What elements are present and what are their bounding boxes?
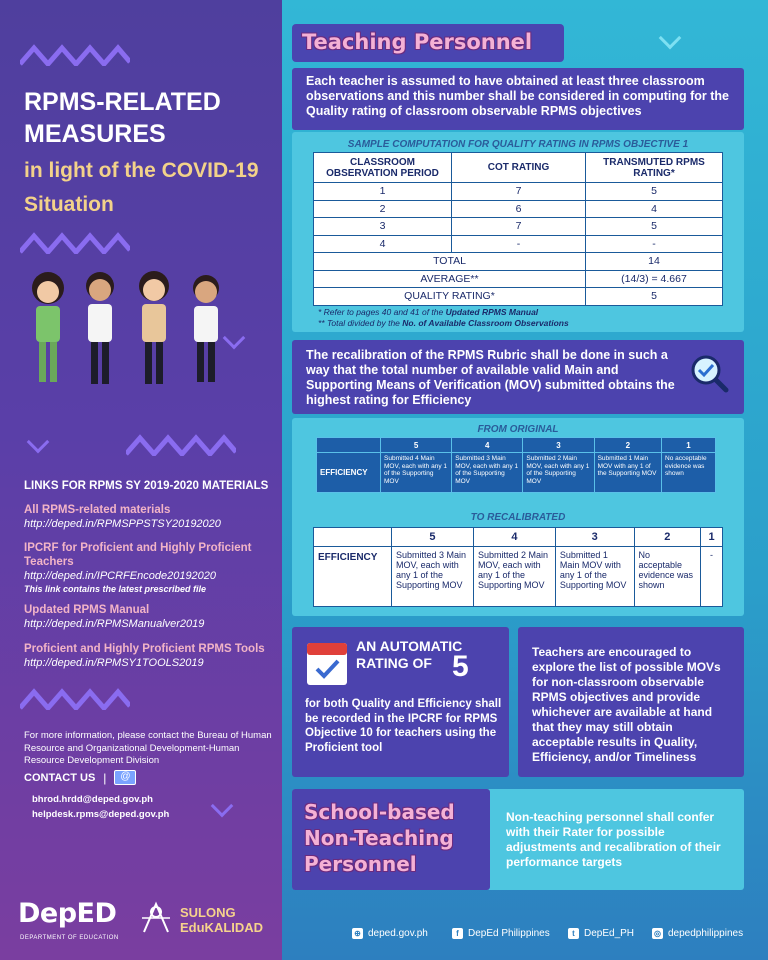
- rubric-header: 1: [701, 528, 723, 547]
- instagram-icon: ◎: [652, 928, 663, 939]
- link-label: Proficient and Highly Proficient RPMS Tools: [24, 643, 265, 655]
- rubric-cell: No acceptable evidence was shown: [662, 453, 716, 493]
- link-url[interactable]: http://deped.in/RPMSPPSTSY20192020: [24, 518, 221, 530]
- header-transmuted: TRANSMUTED RPMS RATING*: [586, 153, 723, 183]
- recalibrated-rubric-table: [313, 527, 723, 607]
- rubric-header: 3: [555, 528, 634, 547]
- footnote-bold: No. of Available Classroom Observations: [402, 318, 569, 328]
- table-row: [317, 453, 716, 493]
- footnote-bold: Updated RPMS Manual: [445, 307, 539, 317]
- email-link[interactable]: bhrod.hrdd@deped.gov.ph: [32, 794, 153, 805]
- nonteaching-title-2: Non-Teaching: [304, 826, 454, 850]
- total-value: 14: [586, 253, 723, 271]
- intro-text: Each teacher is assumed to have obtained at least three classroom observations and this number shall be considered in computing for the Quality rating of classroom observable RPMS objectives: [306, 74, 729, 118]
- page-subtitle: in light of the COVID-19 Situation: [24, 159, 259, 216]
- chevron-down-icon: [27, 431, 50, 454]
- magnifier-check-icon: [688, 352, 730, 394]
- footnote-1: [318, 307, 538, 317]
- rubric-cell: Submitted 3 Main MOV, each with any 1 of the Supporting MOV: [452, 453, 523, 493]
- nonteaching-heading: [292, 789, 490, 887]
- recalibration-panel: [292, 340, 744, 414]
- sulong-logo: [180, 905, 263, 935]
- sulong-logo-line1: SULONG: [180, 905, 236, 920]
- email-icon: @: [114, 770, 136, 785]
- social-twitter[interactable]: [568, 928, 634, 939]
- deped-logo: DepED: [18, 898, 117, 929]
- automatic-body: for both Quality and Efficiency shall be recorded in the IPCRF for RPMS Objective 10 for teachers using the Proficient tool: [305, 698, 502, 754]
- automatic-line1: AN AUTOMATIC: [356, 638, 463, 654]
- nonteaching-text: Non-teaching personnel shall confer with their Rater for possible adjustments and recalibration of their performance targets: [506, 810, 721, 869]
- table-row: [314, 183, 723, 201]
- contact-info: For more information, please contact the Bureau of Human Resource and Organizational Development-Human Resource Development Division: [24, 730, 272, 766]
- average-value: (14/3) = 4.667: [586, 270, 723, 288]
- chevron-down-icon: [659, 27, 682, 50]
- table-row: [314, 218, 723, 236]
- left-column: [0, 0, 282, 960]
- average-row: [314, 270, 723, 288]
- links-heading: LINKS FOR RPMS SY 2019-2020 MATERIALS: [24, 480, 269, 492]
- link-ipcrf[interactable]: [24, 541, 274, 595]
- contact-row: [24, 770, 136, 785]
- nonteaching-title-box: [292, 789, 490, 890]
- link-label: Updated RPMS Manual: [24, 604, 150, 616]
- rubric-header: 5: [392, 528, 474, 547]
- social-instagram[interactable]: [652, 928, 743, 939]
- cell: 1: [314, 183, 452, 201]
- rubric-cell: Submitted 2 Main MOV, each with any 1 of the Supporting MOV: [523, 453, 594, 493]
- rubric-cell: Submitted 3 Main MOV, each with any 1 of the Supporting MOV: [392, 547, 474, 607]
- computation-table: [313, 152, 723, 306]
- cell: 7: [452, 183, 586, 201]
- quality-label: QUALITY RATING*: [314, 288, 586, 306]
- email-link[interactable]: helpdesk.rpms@deped.gov.ph: [32, 809, 170, 820]
- row-label: EFFICIENCY: [317, 453, 381, 493]
- globe-icon: ⊕: [352, 928, 363, 939]
- link-url[interactable]: http://deped.in/RPMSY1TOOLS2019: [24, 657, 204, 669]
- rubric-cell: Submitted 4 Main MOV, each with any 1 of the Supporting MOV: [381, 453, 452, 493]
- zigzag-decoration: [20, 232, 130, 254]
- social-label: DepEd_PH: [584, 928, 635, 939]
- cell: -: [452, 235, 586, 253]
- zigzag-decoration: [20, 688, 130, 710]
- social-label: depedphilippines: [668, 928, 744, 939]
- rubric-header: 3: [523, 438, 594, 453]
- chevron-down-icon: [211, 795, 234, 818]
- zigzag-decoration: [20, 44, 130, 66]
- average-label: AVERAGE**: [314, 270, 586, 288]
- original-rubric-table: [316, 437, 716, 493]
- link-note: This link contains the latest prescribed file: [24, 584, 207, 594]
- contact-separator: |: [103, 770, 107, 785]
- footnote-text: * Refer to pages 40 and 41 of the: [318, 307, 446, 317]
- rubric-header: 4: [473, 528, 555, 547]
- twitter-icon: t: [568, 928, 579, 939]
- rubric-corner: [317, 438, 381, 453]
- page-title: RPMS-RELATED MEASURES: [24, 88, 221, 148]
- link-url[interactable]: http://deped.in/IPCRFEncode20192020: [24, 570, 217, 582]
- cell: 4: [314, 235, 452, 253]
- link-label: IPCRF for Proficient and Highly Proficient Teachers: [24, 542, 252, 568]
- link-tools[interactable]: [24, 642, 274, 670]
- link-label: All RPMS-related materials: [24, 504, 171, 516]
- automatic-line2: RATING OF: [356, 655, 432, 671]
- deped-logo-subtext: DEPARTMENT OF EDUCATION: [20, 935, 119, 941]
- quality-value: 5: [586, 288, 723, 306]
- social-facebook[interactable]: [452, 928, 550, 939]
- rubric-header: 2: [634, 528, 700, 547]
- footnote-text: ** Total divided by the: [318, 318, 403, 328]
- total-label: TOTAL: [314, 253, 586, 271]
- nonteaching-title-1: School-based: [304, 800, 455, 824]
- to-recalibrated-caption: TO RECALIBRATED: [470, 512, 566, 523]
- cell: 5: [586, 183, 723, 201]
- rubric-header: 2: [594, 438, 661, 453]
- rubric-cell: -: [701, 547, 723, 607]
- quality-row: [314, 288, 723, 306]
- calendar-check-icon: [305, 637, 349, 687]
- rubric-cell: Submitted 1 Main MOV with any 1 of the Supporting MOV: [555, 547, 634, 607]
- header-period: CLASSROOM OBSERVATION PERIOD: [314, 153, 452, 183]
- link-manual[interactable]: [24, 603, 274, 631]
- intro-panel: [292, 68, 744, 130]
- social-label: deped.gov.ph: [368, 928, 428, 939]
- teaching-personnel-heading-box: [292, 24, 564, 62]
- encourage-text: Teachers are encouraged to explore the list of possible MOVs for non-classroom observable RPMS objectives and provide whichever are available at hand that they may still obtain acceptable results in Quality, Efficiency, and/or Timeliness: [532, 645, 721, 764]
- nonteaching-title-3: Personnel: [304, 852, 417, 876]
- automatic-heading: [356, 638, 462, 672]
- table-row: [314, 235, 723, 253]
- rubric-header: 5: [381, 438, 452, 453]
- rubric-corner: [314, 528, 392, 547]
- rubric-cell: Submitted 1 Main MOV with any 1 of the Supporting MOV: [594, 453, 661, 493]
- cell: 6: [452, 200, 586, 218]
- from-original-caption: FROM ORIGINAL: [477, 424, 559, 435]
- table-row: [314, 200, 723, 218]
- link-url[interactable]: http://deped.in/RPMSManualver2019: [24, 618, 205, 630]
- social-label: DepEd Philippines: [468, 928, 550, 939]
- contact-label: CONTACT US: [24, 771, 96, 784]
- footnote-2: [318, 318, 569, 328]
- automatic-number: 5: [452, 650, 469, 683]
- teachers-illustration: [18, 266, 238, 386]
- table-row: [314, 547, 723, 607]
- sulong-logo-icon: [138, 898, 174, 938]
- cell: 3: [314, 218, 452, 236]
- cell: 5: [586, 218, 723, 236]
- encourage-panel: [518, 627, 744, 777]
- teaching-personnel-heading: Teaching Personnel: [302, 30, 533, 54]
- rubric-cell: Submitted 2 Main MOV, each with any 1 of the Supporting MOV: [473, 547, 555, 607]
- cell: 4: [586, 200, 723, 218]
- link-all-materials[interactable]: [24, 503, 274, 531]
- cell: 2: [314, 200, 452, 218]
- cell: 7: [452, 218, 586, 236]
- rubric-cell: No acceptable evidence was shown: [634, 547, 700, 607]
- computation-caption: SAMPLE COMPUTATION FOR QUALITY RATING IN RPMS OBJECTIVE 1: [347, 139, 689, 150]
- total-row: [314, 253, 723, 271]
- cell: -: [586, 235, 723, 253]
- social-globe[interactable]: [352, 928, 428, 939]
- header-cot: COT RATING: [452, 153, 586, 183]
- zigzag-decoration: [126, 434, 236, 456]
- rubric-header: 1: [662, 438, 716, 453]
- recalibration-text: The recalibration of the RPMS Rubric shall be done in such a way that the total number of available valid Main and Supporting Means of Verification (MOV) submitted obtains the highest rating for Efficiency: [306, 348, 675, 407]
- rubric-header: 4: [452, 438, 523, 453]
- facebook-icon: f: [452, 928, 463, 939]
- sulong-logo-line2: EduKALIDAD: [180, 920, 264, 935]
- row-label: EFFICIENCY: [314, 547, 392, 607]
